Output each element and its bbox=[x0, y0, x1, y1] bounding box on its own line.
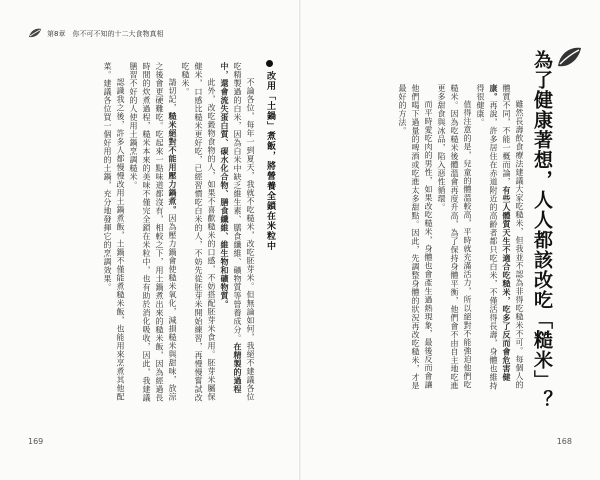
running-head-text: 第8章 你不可不知的十二大食物真相 bbox=[47, 30, 164, 38]
paragraph: 認識我之後，許多人都慢慢改用土鍋煮飯，土鍋不僅能煮糙米飯，也能用來烹煮其他配菜。建議各位買一個好用的土鍋，充分地發揮它的烹調效果。 bbox=[103, 62, 125, 401]
left-body-text bbox=[27, 62, 257, 407]
article-title-text: 為了健康著想，人人都該改吃「糙米」？ bbox=[531, 50, 553, 410]
section-heading bbox=[264, 60, 275, 251]
paragraph: 值得注意的是，兒童的體溫較高，平時就充滿活力，所以絕對不能強迫他們吃糙米。因為吃糙米後體溫會再度升高，為了保持身體平衡，他們會不由自主地吃進更多甜食與冰品，陷入惡性循環。 bbox=[437, 84, 472, 390]
paragraph: 請切記，糙米絕對不能用壓力鍋煮。因為壓力鍋會使糙米氧化，減損糙米與甜味，放涼之後會更硬難吃。吃起來一點味道都沒有，相較之下，用土鍋煮出來的糙米飯，因為經過長時間的炊煮過程，糙米本來的美味不僅完全鎖在米粒中，也有助於消化吸收，因此，我建議膳習不好的人使用土鍋烹調糙米。 bbox=[129, 62, 177, 402]
running-head bbox=[28, 28, 163, 40]
leaf-icon bbox=[556, 46, 582, 72]
paragraph: 此外，改吃穀物食物的人，如果不喜歡糙米的口感，不妨搭配胚芽米食用。胚芽米屬保健米，口感比糙米更好吃，已經習慣吃白米的人，不妨先從胚芽米開始練習，再慢慢嘗試改吃糙米。 bbox=[181, 62, 216, 402]
page-number: 169 bbox=[28, 437, 44, 446]
bullet-icon bbox=[266, 60, 273, 67]
left-page bbox=[0, 0, 299, 480]
paragraph: 不論各位，每年一到夏天，我就不吃糙米，改吃胚芽米。但無論如何，我絕不建議各位吃精製過的白米，因為白米中缺乏維生素、膳食纖維、礦物質等營養成分。在精製的過程中，還會流失蛋白質、碳水化合物、膳食纖維、維生物和礦物質。 bbox=[220, 62, 255, 401]
paragraph: 而平時愛吃肉的男性，如果改吃糙米，身體也會產生過熱現象，最後反而會讓他們喝下過量的啤酒或吃進太多甜點。因此，先調整身體的狀況再改吃糙米，才是最好的方法。 bbox=[398, 84, 433, 390]
leaf-icon bbox=[28, 28, 42, 40]
section-heading-text: 改用「土鍋」煮飯，將營養全鎖在米粒中 bbox=[265, 71, 275, 251]
right-body-text bbox=[326, 84, 526, 394]
right-page bbox=[301, 0, 600, 480]
paragraph: 雖然長壽飲食療法建議大家吃糙米，但我並不認為非得吃糙米不可。每個人的體質不同，不能一概而論，有些人體質天生不適合吃糙米，吃多了反而會危害健康。再說，許多居住在赤道附近的高齡者都只吃白米，不僅活得長壽，身體也維持得很健康。 bbox=[476, 84, 524, 390]
article-title bbox=[532, 46, 582, 410]
page-number: 168 bbox=[556, 437, 572, 446]
